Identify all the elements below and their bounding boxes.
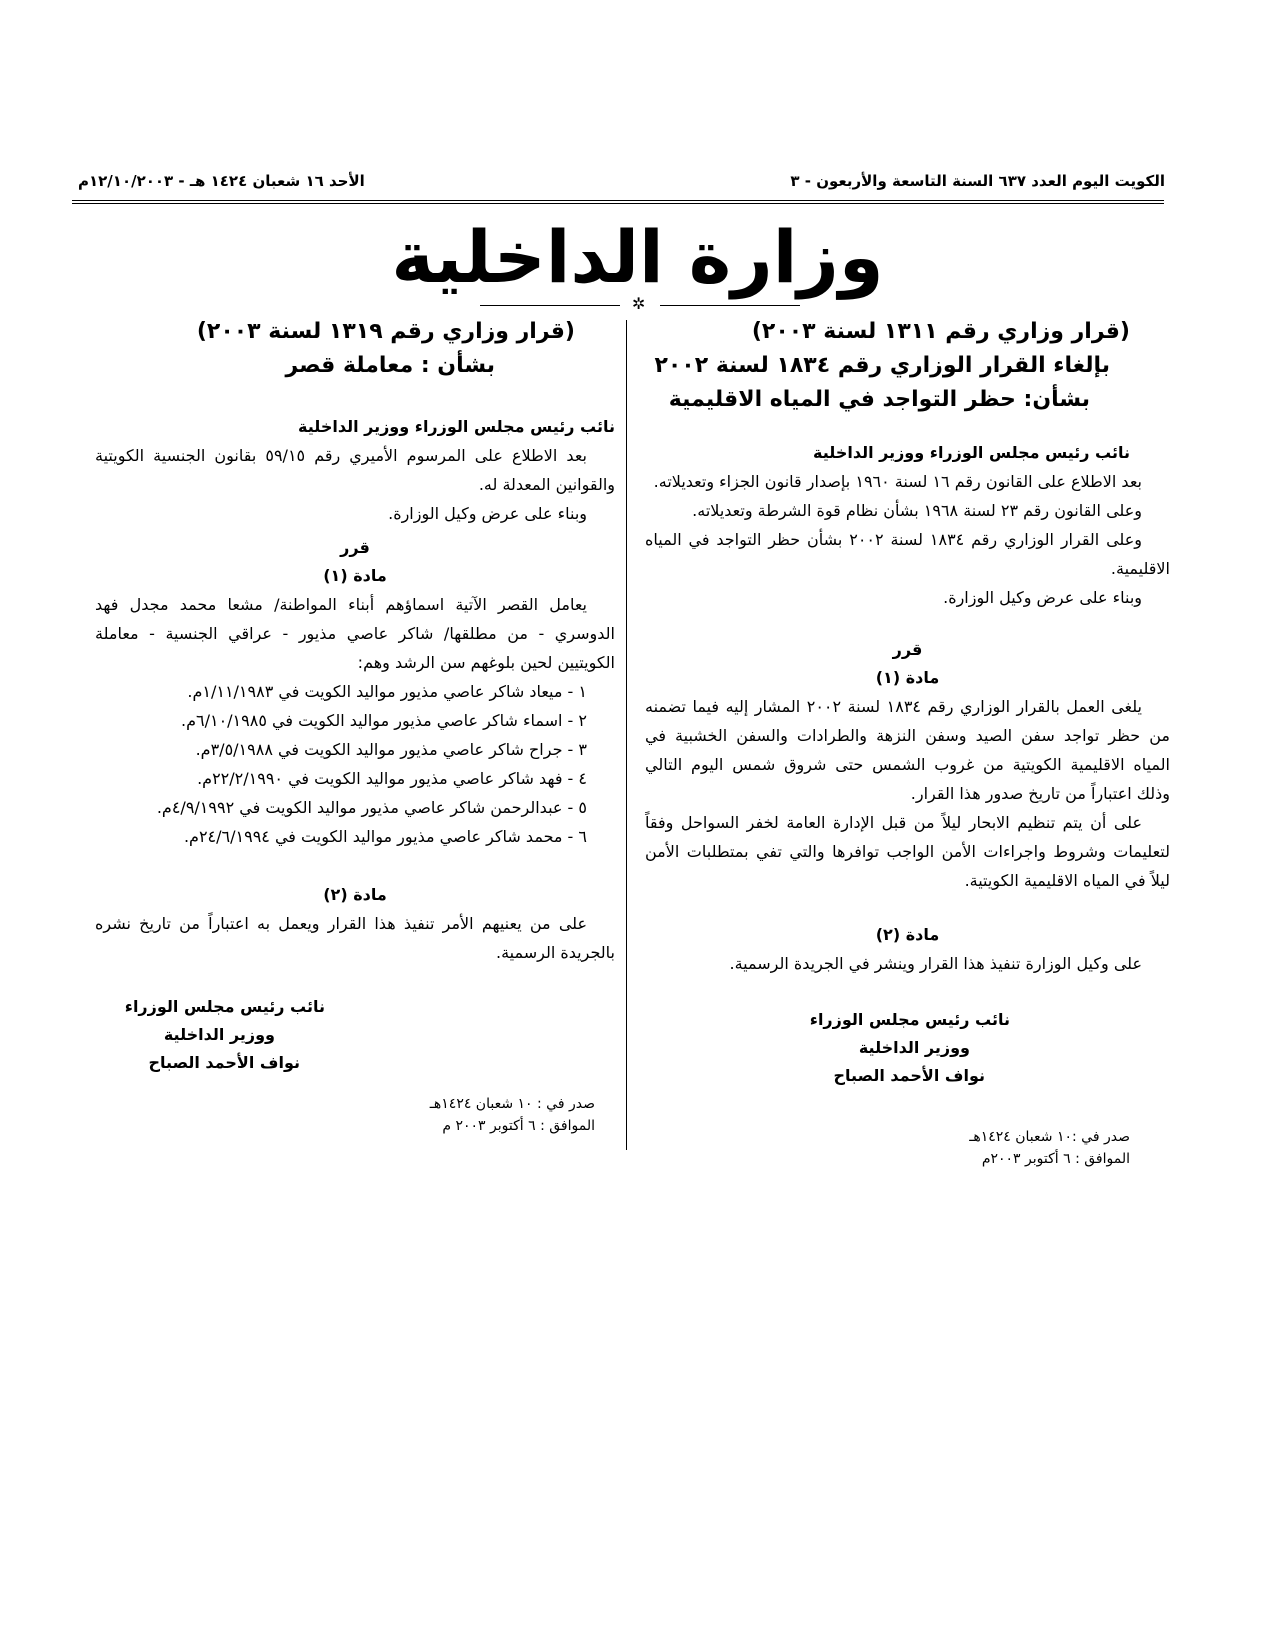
minor-entry: ١ - ميعاد شاكر عاصي مذيور مواليد الكويت في ١/١١/١٩٨٣م. bbox=[187, 682, 587, 701]
ornament-divider bbox=[480, 294, 800, 313]
preamble-paragraph: وبناء على عرض وكيل الوزارة. bbox=[943, 588, 1142, 607]
minor-entry: ٣ - جراح شاكر عاصي مذيور مواليد الكويت في ٣/٥/١٩٨٨م. bbox=[195, 740, 587, 759]
decided-heading: قرر bbox=[892, 640, 923, 659]
decree-title-line: بإلغاء القرار الوزاري رقم ١٨٣٤ لسنة ٢٠٠٢ bbox=[654, 353, 1110, 378]
header-rule-second bbox=[72, 203, 1164, 204]
preamble-paragraph: وبناء على عرض وكيل الوزارة. bbox=[388, 504, 587, 523]
header-date: الأحد ١٦ شعبان ١٤٢٤ هـ - ١٢/١٠/٢٠٠٣م bbox=[78, 172, 365, 190]
signature-line: ووزير الداخلية bbox=[858, 1038, 970, 1057]
issuer: نائب رئيس مجلس الوزراء ووزير الداخلية bbox=[298, 417, 615, 436]
issue-date: صدر في :١٠ شعبان ١٤٢٤هـ bbox=[969, 1129, 1130, 1145]
decree-title-line: بشأن: حظر التواجد في المياه الاقليمية bbox=[668, 387, 1090, 412]
equivalent-date: الموافق : ٦ أكتوبر ٢٠٠٣م bbox=[981, 1151, 1130, 1167]
ministry-title: وزارة الداخلية bbox=[391, 215, 884, 299]
signature-line: نائب رئيس مجلس الوزراء bbox=[809, 1010, 1010, 1029]
decree-title-line: (قرار وزاري رقم ١٣١١ لسنة ٢٠٠٣) bbox=[751, 319, 1130, 344]
minor-entry: ٤ - فهد شاكر عاصي مذيور مواليد الكويت في ٢٢/٢/١٩٩٠م. bbox=[197, 769, 587, 788]
article-1-paragraph: يلغى العمل بالقرار الوزاري رقم ١٨٣٤ لسنة ٢٠٠٢ المشار إليه فيما تضمنه من حظر تواجد سفن الصيد وسفن النزهة والطرادات والسفن الخشبية في المياه الاقليمية الكويتية من غروب الشمس حتى شروق شمس اليوم التالي وذلك اعتباراً من تاريخ صدور هذا القرار. bbox=[645, 697, 1170, 803]
minor-entry: ٥ - عبدالرحمن شاكر عاصي مذيور مواليد الكويت في ٤/٩/١٩٩٢م. bbox=[156, 798, 587, 817]
issue-date: صدر في : ١٠ شعبان ١٤٢٤هـ bbox=[429, 1096, 595, 1112]
article-1-heading: مادة (١) bbox=[875, 668, 940, 687]
signature-line: ووزير الداخلية bbox=[163, 1025, 275, 1044]
article-1-paragraph: على أن يتم تنظيم الابحار ليلاً من قبل الإدارة العامة لخفر السواحل وفقاً لتعليمات وشروط واجراءات الأمن الواجب توافرها والتي تفي بمتطلبات الأمن ليلاً في المياه الاقليمية الكويتية. bbox=[645, 813, 1170, 890]
equivalent-date: الموافق : ٦ أكتوبر ٢٠٠٣ م bbox=[442, 1118, 595, 1134]
article-2-paragraph: على من يعنيهم الأمر تنفيذ هذا القرار ويعمل به اعتباراً من تاريخ نشره بالجريدة الرسمية. bbox=[95, 914, 615, 962]
article-2-heading: مادة (٢) bbox=[323, 885, 387, 904]
column-divider bbox=[626, 320, 627, 1150]
header-rule bbox=[72, 200, 1164, 201]
preamble-paragraph: بعد الاطلاع على القانون رقم ١٦ لسنة ١٩٦٠ بإصدار قانون الجزاء وتعديلاته. bbox=[653, 472, 1142, 491]
decree-1319 bbox=[95, 315, 615, 1137]
article-1-heading: مادة (١) bbox=[323, 566, 387, 585]
issuer: نائب رئيس مجلس الوزراء ووزير الداخلية bbox=[813, 443, 1130, 462]
preamble-paragraph: وعلى القانون رقم ٢٣ لسنة ١٩٦٨ بشأن نظام قوة الشرطة وتعديلاته. bbox=[692, 501, 1142, 520]
article-1-intro: يعامل القصر الآتية اسماؤهم أبناء المواطنة/ مشعا محمد مجدل فهد الدوسري - من مطلقها/ شاكر عاصي مذيور - عراقي الجنسية - معاملة الكويتيين لحين بلوغهم سن الرشد وهم: bbox=[95, 595, 615, 672]
signature-name: نواف الأحمد الصباح bbox=[148, 1053, 300, 1072]
preamble-paragraph: وعلى القرار الوزاري رقم ١٨٣٤ لسنة ٢٠٠٢ بشأن حظر التواجد في المياه الاقليمية. bbox=[645, 530, 1170, 578]
decree-title-line: بشأن : معاملة قصر bbox=[285, 353, 495, 378]
star-icon: ✲ bbox=[632, 294, 646, 313]
decree-1311 bbox=[645, 315, 1170, 1170]
minor-entry: ٦ - محمد شاكر عاصي مذيور مواليد الكويت في ٢٤/٦/١٩٩٤م. bbox=[183, 827, 587, 846]
decided-heading: قرر bbox=[340, 538, 370, 557]
preamble-paragraph: بعد الاطلاع على المرسوم الأميري رقم ٥٩/١٥ بقانون الجنسية الكويتية والقوانين المعدلة له. bbox=[95, 446, 615, 494]
decree-title-line: (قرار وزاري رقم ١٣١٩ لسنة ٢٠٠٣) bbox=[196, 319, 575, 344]
article-2-heading: مادة (٢) bbox=[875, 925, 940, 944]
article-2-paragraph: على وكيل الوزارة تنفيذ هذا القرار وينشر في الجريدة الرسمية. bbox=[729, 954, 1142, 973]
minor-entry: ٢ - اسماء شاكر عاصي مذيور مواليد الكويت في ٦/١٠/١٩٨٥م. bbox=[180, 711, 587, 730]
signature-name: نواف الأحمد الصباح bbox=[833, 1066, 985, 1085]
header-issue-info: الكويت اليوم العدد ٦٣٧ السنة التاسعة والأربعون - ٣ bbox=[790, 172, 1165, 190]
signature-line: نائب رئيس مجلس الوزراء bbox=[124, 997, 325, 1016]
